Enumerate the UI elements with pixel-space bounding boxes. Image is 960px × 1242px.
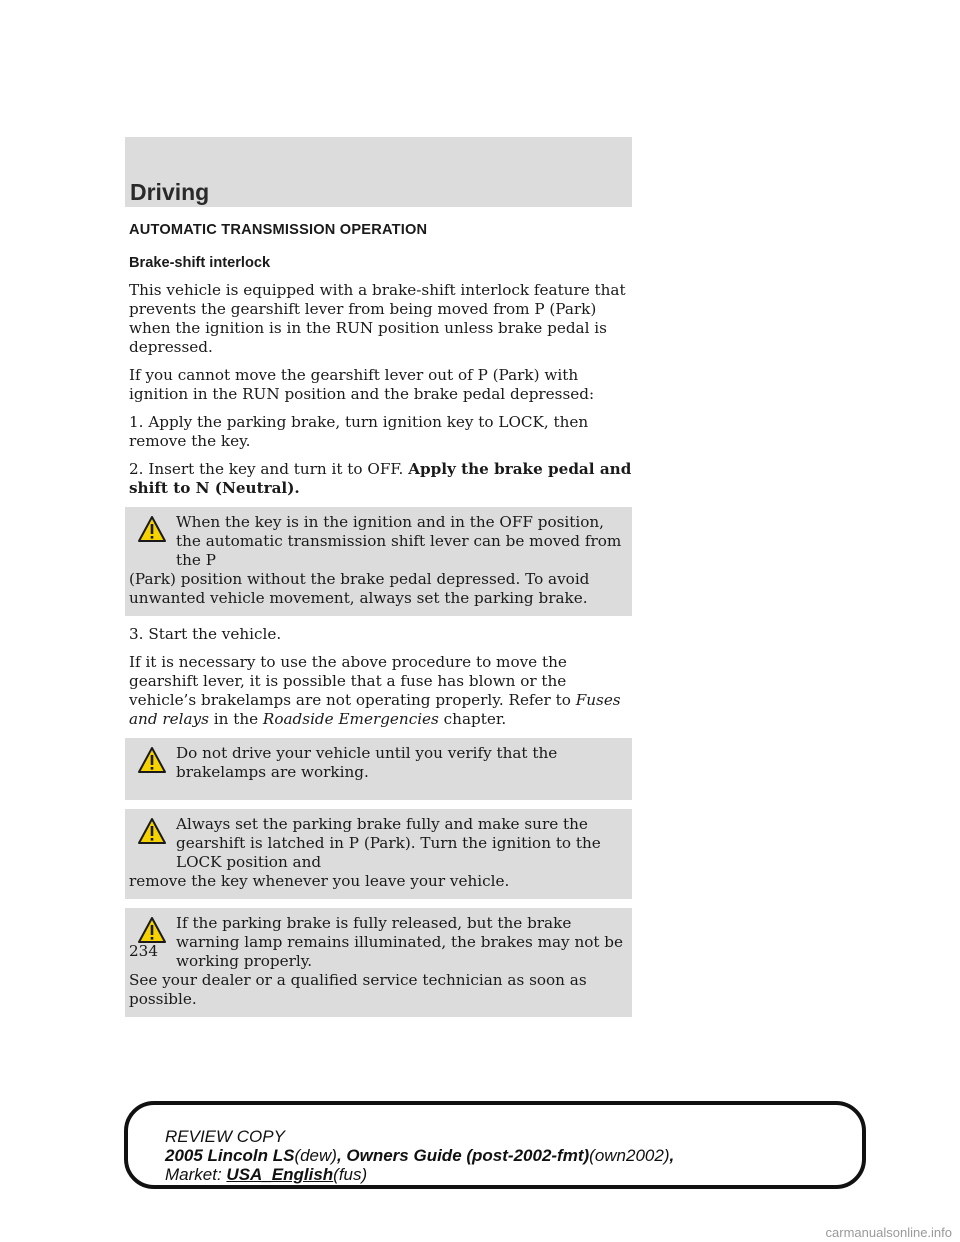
footer-guide-code: (own2002) <box>589 1146 670 1165</box>
warning-triangle-icon <box>138 515 166 543</box>
step-2-text: 2. Insert the key and turn it to OFF. <box>129 460 404 478</box>
warning-triangle-icon <box>138 817 166 845</box>
footer-line-1: REVIEW COPY <box>165 1127 285 1146</box>
step-2-bold-text: Apply the brake pedal and shift to N (Neutral). <box>129 460 632 497</box>
footer-model-code: (dew) <box>294 1146 337 1165</box>
warning-triangle-icon <box>138 916 166 944</box>
warning-box <box>125 908 632 1017</box>
step-3: 3. Start the vehicle. <box>129 625 282 643</box>
page-content <box>129 221 632 1026</box>
footer-line-3 <box>165 1165 674 1184</box>
fuse-note-text: If it is necessary to use the above procedure to move the gearshift lever, it is possible that a fuse has blown or the vehicle’s brakelamps are not operating properly. Refer to <box>129 653 571 709</box>
warning-box <box>125 809 632 899</box>
watermark: carmanualsonline.info <box>825 1225 952 1240</box>
section-title: AUTOMATIC TRANSMISSION OPERATION <box>129 222 428 238</box>
page-number: 234 <box>129 942 158 960</box>
paragraph-intro: This vehicle is equipped with a brake-shift interlock feature that prevents the gearshift lever from being moved from P (Park) when the ignition is in the RUN position unless brake pedal is depressed. <box>129 281 626 356</box>
warning-triangle-icon <box>138 746 166 774</box>
footer-guide: , Owners Guide (post-2002-fmt) <box>336 1146 590 1165</box>
footer-model: 2005 Lincoln LS <box>165 1146 295 1165</box>
footer-market-label: Market: <box>165 1165 222 1184</box>
step-2 <box>129 460 632 498</box>
warning-text-continued: remove the key whenever you leave your vehicle. <box>129 872 510 890</box>
fuse-note-text-3: chapter. <box>443 710 507 728</box>
footer-comma: , <box>669 1146 675 1165</box>
page-title: Driving <box>130 179 210 205</box>
footer-text <box>165 1127 674 1184</box>
footer-market-code: (fus) <box>333 1165 368 1184</box>
warning-text: Always set the parking brake fully and make sure the gearshift is latched in P (Park). Turn the ignition to the LOCK position and <box>176 815 601 871</box>
warning-text-continued: (Park) position without the brake pedal depressed. To avoid unwanted vehicle movement, always set the parking brake. <box>129 570 590 607</box>
warning-box <box>125 738 632 800</box>
chapter-reference: Roadside Emergencies <box>262 710 439 728</box>
step-1: 1. Apply the parking brake, turn ignition key to LOCK, then remove the key. <box>129 413 589 450</box>
paragraph-condition: If you cannot move the gearshift lever out of P (Park) with ignition in the RUN position and the brake pedal depressed: <box>129 366 595 403</box>
warning-text: Do not drive your vehicle until you verify that the brakelamps are working. <box>176 744 558 781</box>
warning-text: When the key is in the ignition and in the OFF position, the automatic transmission shift lever can be moved from the P <box>176 513 622 569</box>
subsection-title: Brake-shift interlock <box>129 255 271 271</box>
warning-text-continued: See your dealer or a qualified service technician as soon as possible. <box>129 971 587 1008</box>
fuse-note-text-2: in the <box>213 710 259 728</box>
footer-line-2 <box>165 1146 674 1165</box>
warning-text: If the parking brake is fully released, but the brake warning lamp remains illuminated, the brakes may not be working properly. <box>176 914 624 970</box>
fuses-reference: Fuses and relays <box>129 691 621 728</box>
warning-box <box>125 507 632 616</box>
paragraph-fuse-note <box>129 653 632 729</box>
footer-market: USA_English <box>226 1165 334 1184</box>
